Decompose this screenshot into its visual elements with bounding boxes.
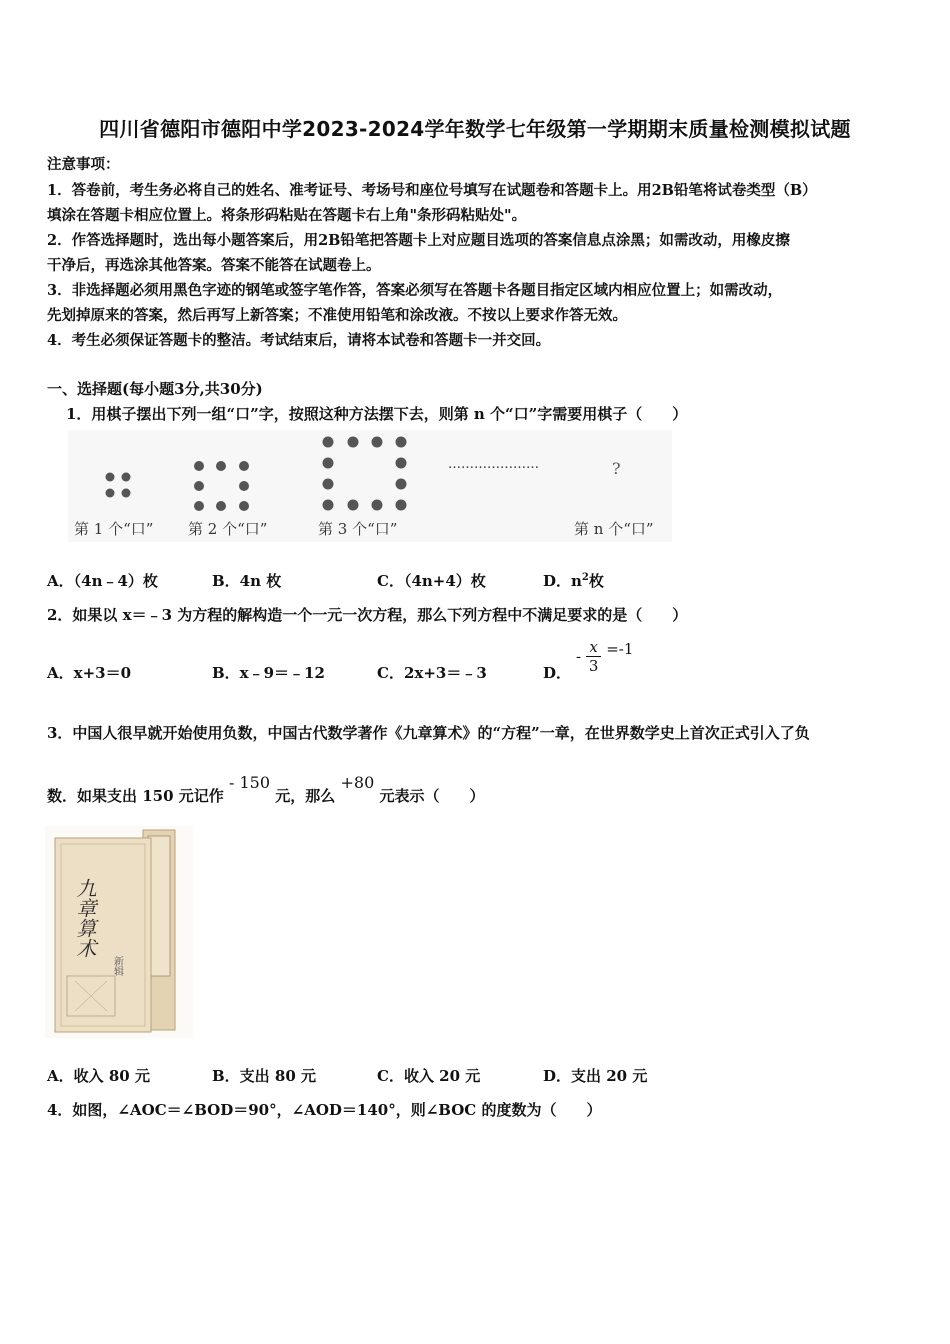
q3-option-c[interactable]: C．收入 20 元 bbox=[377, 1067, 481, 1085]
pattern-caption: 第 n 个“口” bbox=[574, 520, 654, 538]
q3-text-part: 数．如果支出 150 元记作 bbox=[47, 787, 224, 805]
chess-pattern-figure bbox=[68, 430, 672, 542]
notice-line: 干净后，再选涂其他答案。答案不能答在试题卷上。 bbox=[47, 257, 381, 274]
q3-text-part: 元表示（ ） bbox=[379, 787, 485, 805]
section-heading: 一、选择题(每小题3分,共30分) bbox=[47, 380, 263, 398]
fraction-denominator: 3 bbox=[588, 657, 599, 675]
q3-value-1: - 150 bbox=[229, 773, 271, 792]
pattern-ellipsis: ………………… bbox=[448, 457, 539, 472]
q2-option-b[interactable]: B．x﹣9＝﹣12 bbox=[212, 664, 325, 682]
question-1-text: 1．用棋子摆出下列一组“口”字，按照这种方法摆下去，则第 n 个“口”字需要用棋子（ ） bbox=[66, 405, 688, 423]
q3-option-d[interactable]: D．支出 20 元 bbox=[543, 1067, 648, 1085]
jiuzhang-book-image bbox=[45, 826, 193, 1038]
pattern-caption: 第 3 个“口” bbox=[318, 520, 398, 538]
book-subtitle: 新辑 bbox=[111, 956, 123, 976]
pattern-caption: 第 2 个“口” bbox=[188, 520, 268, 538]
q3-value-2: +80 bbox=[340, 773, 375, 792]
q2-option-d-label[interactable]: D． bbox=[543, 664, 572, 682]
question-3-text-2 bbox=[47, 773, 485, 806]
q1-option-a[interactable]: A．（4n﹣4）枚 bbox=[47, 572, 158, 590]
page-title: 四川省德阳市德阳中学2023-2024学年数学七年级第一学期期末质量检测模拟试题 bbox=[99, 117, 851, 141]
q2-option-d-expression bbox=[576, 638, 633, 675]
pattern-caption: 第 1 个“口” bbox=[74, 520, 154, 538]
question-3-text: 3．中国人很早就开始使用负数，中国古代数学著作《九章算术》的“方程”一章，在世界数学史上首次正式引入了负 bbox=[47, 724, 810, 742]
notice-line: 填涂在答题卡相应位置上。将条形码粘贴在答题卡右上角"条形码粘贴处"。 bbox=[47, 207, 527, 224]
fraction-numerator: x bbox=[586, 638, 602, 657]
q1-option-d[interactable] bbox=[543, 570, 604, 591]
notice-line: 先划掉原来的答案，然后再写上新答案；不准使用铅笔和涂改液。不按以上要求作答无效。 bbox=[47, 307, 627, 324]
q1-option-d-suffix: 枚 bbox=[588, 572, 604, 590]
notice-heading: 注意事项： bbox=[47, 156, 120, 173]
q3-option-b[interactable]: B．支出 80 元 bbox=[212, 1067, 316, 1085]
notice-line: 1．答卷前，考生务必将自己的姓名、准考证号、考场号和座位号填写在试题卷和答题卡上。用2B铅笔将试卷类型（B） bbox=[47, 182, 817, 199]
q2-option-d-fraction bbox=[586, 638, 602, 675]
q2-option-d-rhs: =-1 bbox=[606, 639, 634, 658]
book-title: 九章算术 bbox=[73, 878, 97, 958]
q3-text-part: 元，那么 bbox=[275, 787, 336, 805]
question-4-text: 4．如图，∠AOC＝∠BOD＝90°，∠AOD＝140°，则∠BOC 的度数为（ ） bbox=[47, 1101, 602, 1119]
q3-option-a[interactable]: A．收入 80 元 bbox=[47, 1067, 150, 1085]
notice-line: 2．作答选择题时，选出每小题答案后，用2B铅笔把答题卡上对应题目选项的答案信息点涂黑；如需改动，用橡皮擦 bbox=[47, 232, 790, 249]
q2-option-c[interactable]: C．2x+3＝﹣3 bbox=[377, 664, 487, 682]
q1-option-d-exponent: 2 bbox=[581, 572, 589, 583]
q1-option-d-prefix: D．n bbox=[543, 572, 582, 590]
q2-option-d-minus: - bbox=[576, 647, 582, 666]
q1-option-b[interactable]: B．4n 枚 bbox=[212, 572, 282, 590]
q1-option-c[interactable]: C．（4n+4）枚 bbox=[377, 572, 486, 590]
question-2-text: 2．如果以 x＝﹣3 为方程的解构造一个一元一次方程，那么下列方程中不满足要求的是（ ） bbox=[47, 606, 688, 624]
notice-line: 4．考生必须保证答题卡的整洁。考试结束后，请将本试卷和答题卡一并交回。 bbox=[47, 332, 551, 349]
q2-option-a[interactable]: A．x+3＝0 bbox=[47, 664, 132, 682]
notice-line: 3．非选择题必须用黑色字迹的钢笔或签字笔作答，答案必须写在答题卡各题目指定区域内相应位置上；如需改动， bbox=[47, 282, 783, 299]
pattern-question-mark: ? bbox=[612, 459, 621, 478]
